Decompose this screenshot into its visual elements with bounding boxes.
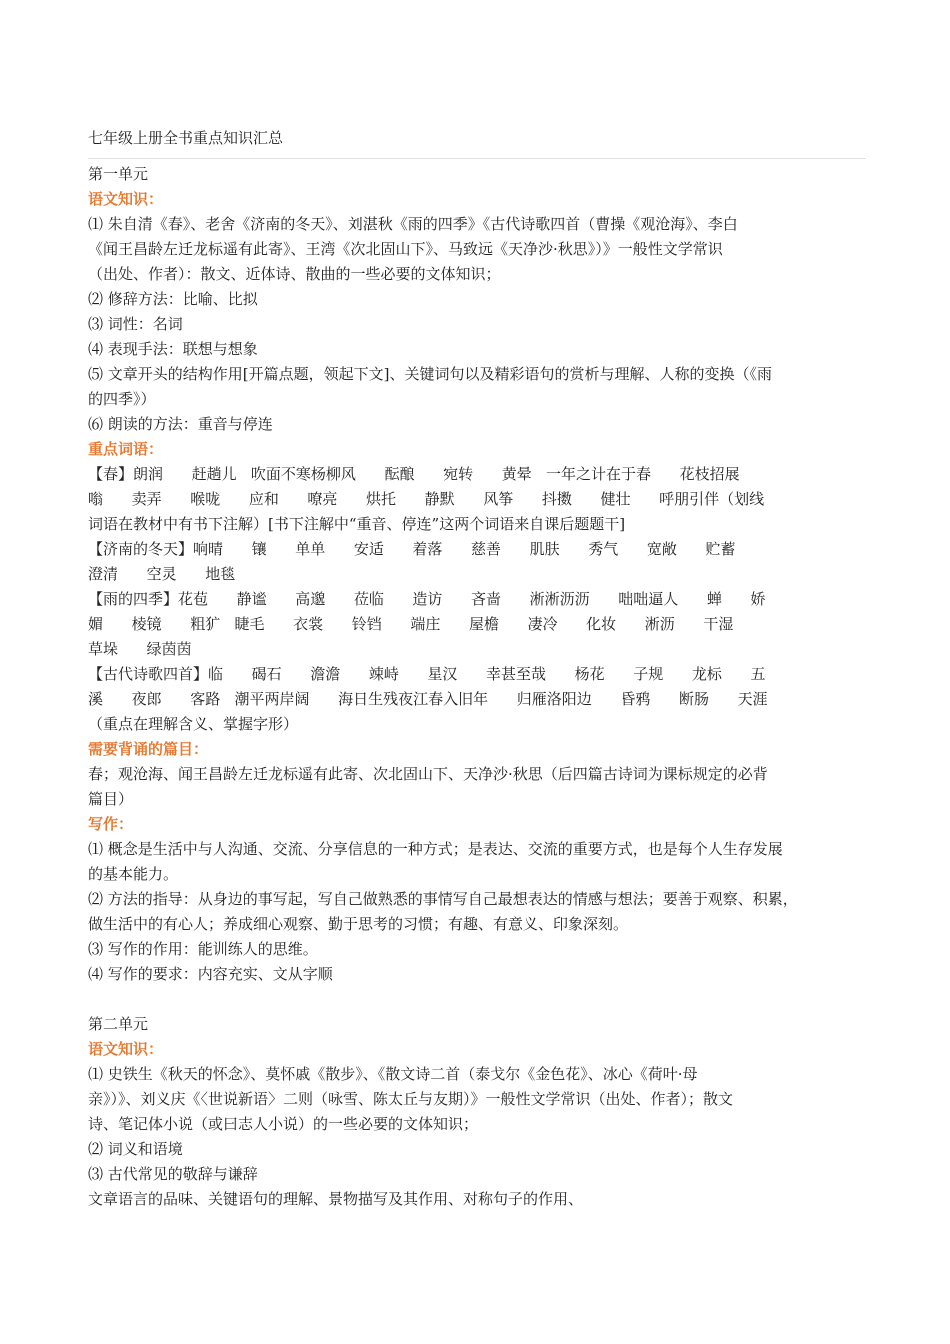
text-line: 【济南的冬天】响晴 镶 单单 安适 着落 慈善 肌肤 秀气 宽敞 贮蓄: [88, 540, 736, 558]
text-line: ⑵ 词义和语境: [88, 1140, 183, 1158]
text-line: 诗、笔记体小说（或曰志人小说）的一些必要的文体知识；: [88, 1115, 479, 1133]
section-heading: 需要背诵的篇目：: [88, 740, 209, 758]
section-heading: 语文知识：: [88, 1040, 164, 1058]
text-line: ⑴ 概念是生活中与人沟通、交流、分享信息的一种方式；是表达、交流的重要方式，也是每个人生存发展: [88, 840, 783, 858]
text-line: 嗡 卖弄 喉咙 应和 嘹亮 烘托 静默 风筝 抖擞 健壮 呼朋引伴（划线: [88, 490, 765, 508]
section-beisong-pianmu: [88, 737, 866, 812]
section-yuwen-zhishi: [88, 1037, 866, 1212]
section-zhongdian-ciyu: [88, 437, 866, 737]
text-line: 媚 棱镜 粗犷 睫毛 衣裳 铃铛 端庄 屋檐 凄冷 化妆 淅沥 干湿: [88, 615, 734, 633]
text-line: 的四季》）: [88, 390, 156, 408]
document-title: 七年级上册全书重点知识汇总: [88, 126, 866, 159]
text-line: 【春】朗润 赶趟儿 吹面不寒杨柳风 酝酿 宛转 黄晕 一年之计在于春 花枝招展: [88, 465, 740, 483]
text-line: 词语在教材中有书下注解）[书下注解中“重音、停连”这两个词语来自课后题题干]: [88, 515, 626, 533]
unit-2: [88, 1012, 866, 1212]
text-line: ⑷ 表现手法：联想与想象: [88, 340, 258, 358]
text-line: ⑹ 朗读的方法：重音与停连: [88, 415, 273, 433]
text-line: ⑵ 修辞方法：比喻、比拟: [88, 290, 258, 308]
text-line: ⑶ 写作的作用：能训练人的思维。: [88, 940, 318, 958]
unit-heading: 第一单元: [88, 165, 149, 183]
section-heading: 写作：: [88, 815, 134, 833]
text-line: ⑶ 古代常见的敬辞与谦辞: [88, 1165, 258, 1183]
text-line: ⑶ 词性：名词: [88, 315, 183, 333]
section-heading: 重点词语：: [88, 440, 164, 458]
text-line: 的基本能力。: [88, 865, 179, 883]
text-line: （重点在理解含义、掌握字形）: [88, 715, 299, 733]
text-line: 澄清 空灵 地毯: [88, 565, 236, 583]
text-line: ⑴ 朱自清《春》、老舍《济南的冬天》、刘湛秋《雨的四季》《古代诗歌四首（曹操《观沧海》、李白: [88, 215, 738, 233]
text-line: 溪 夜郎 客路 潮平两岸阔 海日生残夜江春入旧年 归雁洛阳边 昏鸦 断肠 天涯: [88, 690, 768, 708]
text-line: 【古代诗歌四首】临 碣石 澹澹 竦峙 星汉 幸甚至哉 杨花 子规 龙标 五: [88, 665, 766, 683]
text-line: 草垛 绿茵茵: [88, 640, 192, 658]
text-line: 《闻王昌龄左迁龙标遥有此寄》、王湾《次北固山下》、马致远《天净沙·秋思》）》一般性文学常识: [88, 240, 723, 258]
document-page: [88, 126, 866, 1212]
text-line: （出处、作者）：散文、近体诗、散曲的一些必要的文体知识；: [88, 265, 501, 283]
text-line: ⑴ 史铁生《秋天的怀念》、莫怀戚《散步》、《散文诗二首（泰戈尔《金色花》、冰心《荷叶·母: [88, 1065, 698, 1083]
text-line: 亲》）》、刘义庆《〈世说新语〉二则（咏雪、陈太丘与友期）》一般性文学常识（出处、作者）；散文: [88, 1090, 734, 1108]
text-line: ⑸ 文章开头的结构作用[开篇点题，领起下文]、关键词句以及精彩语句的赏析与理解、人称的变换（《雨: [88, 365, 772, 383]
text-line: ⑵ 方法的指导：从身边的事写起，写自己做熟悉的事情写自己最想表达的情感与想法；要善于观察、积累，: [88, 890, 798, 908]
text-line: 做生活中的有心人；养成细心观察、勤于思考的习惯；有趣、有意义、印象深刻。: [88, 915, 629, 933]
section-heading: 语文知识：: [88, 190, 164, 208]
text-line: 篇目）: [88, 790, 134, 808]
unit-1: [88, 162, 866, 987]
text-line: 文章语言的品味、关键语句的理解、景物描写及其作用、对称句子的作用、: [88, 1190, 584, 1208]
unit-heading: 第二单元: [88, 1015, 149, 1033]
section-yuwen-zhishi: [88, 187, 866, 437]
text-line: 春；观沧海、闻王昌龄左迁龙标遥有此寄、次北固山下、天净沙·秋思（后四篇古诗词为课标规定的必背: [88, 765, 768, 783]
blank-line: [88, 987, 866, 1012]
section-xiezuo: [88, 812, 866, 987]
text-line: ⑷ 写作的要求：内容充实、文从字顺: [88, 965, 333, 983]
text-line: 【雨的四季】花苞 静谧 高邈 莅临 造访 吝啬 淅淅沥沥 咄咄逼人 蝉 娇: [88, 590, 766, 608]
